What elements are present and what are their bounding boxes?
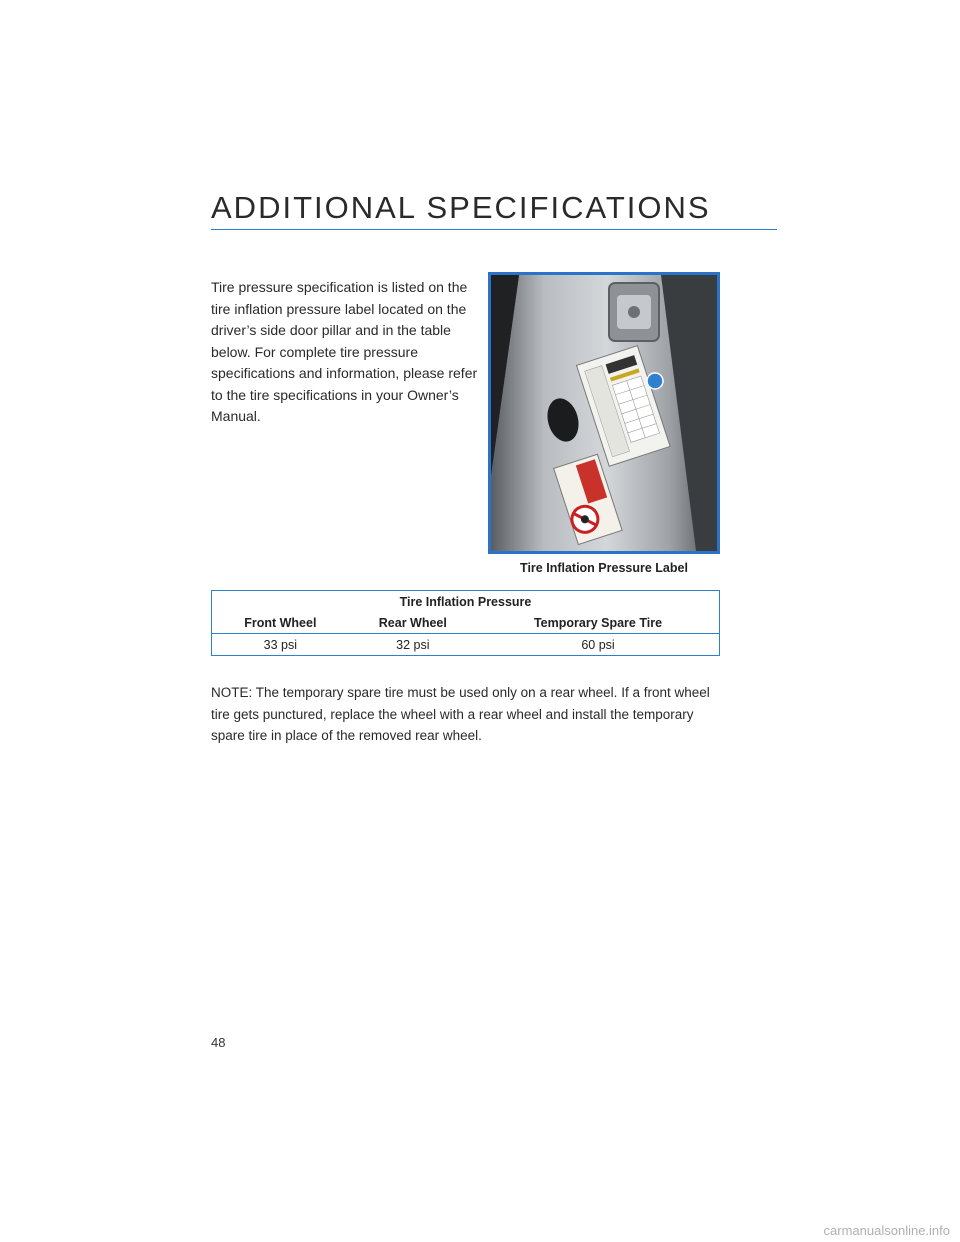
- value-rear-wheel: 32 psi: [349, 634, 477, 656]
- value-spare-tire: 60 psi: [477, 634, 719, 656]
- title-divider: [211, 229, 777, 230]
- tire-pressure-table: [211, 590, 720, 656]
- column-header-spare-tire: Temporary Spare Tire: [477, 612, 719, 634]
- table-row: [212, 634, 720, 656]
- callout-marker-icon: [647, 373, 663, 389]
- door-pillar-image: [491, 275, 717, 551]
- intro-paragraph: Tire pressure specification is listed on the tire inflation pressure label located on the driver’s side door pillar and in the table below. For complete tire pressure specifications and information, please refer to the tire specifications in your Owner’s Manual.: [211, 279, 478, 424]
- page-number: 48: [211, 1035, 226, 1050]
- column-header-rear-wheel: Rear Wheel: [349, 612, 477, 634]
- value-front-wheel: 33 psi: [212, 634, 349, 656]
- watermark-text: carmanualsonline.info: [823, 1223, 950, 1238]
- figure-caption: Tire Inflation Pressure Label: [520, 561, 688, 575]
- tire-label-photo: [488, 272, 720, 554]
- page-title: ADDITIONAL SPECIFICATIONS: [211, 190, 711, 225]
- column-header-front-wheel: Front Wheel: [212, 612, 349, 634]
- note-paragraph: NOTE: The temporary spare tire must be used only on a rear wheel. If a front wheel tire gets punctured, replace the wheel with a rear wheel and install the temporary spare tire in place of the removed rear wheel.: [211, 685, 710, 743]
- table-title: Tire Inflation Pressure: [212, 591, 720, 613]
